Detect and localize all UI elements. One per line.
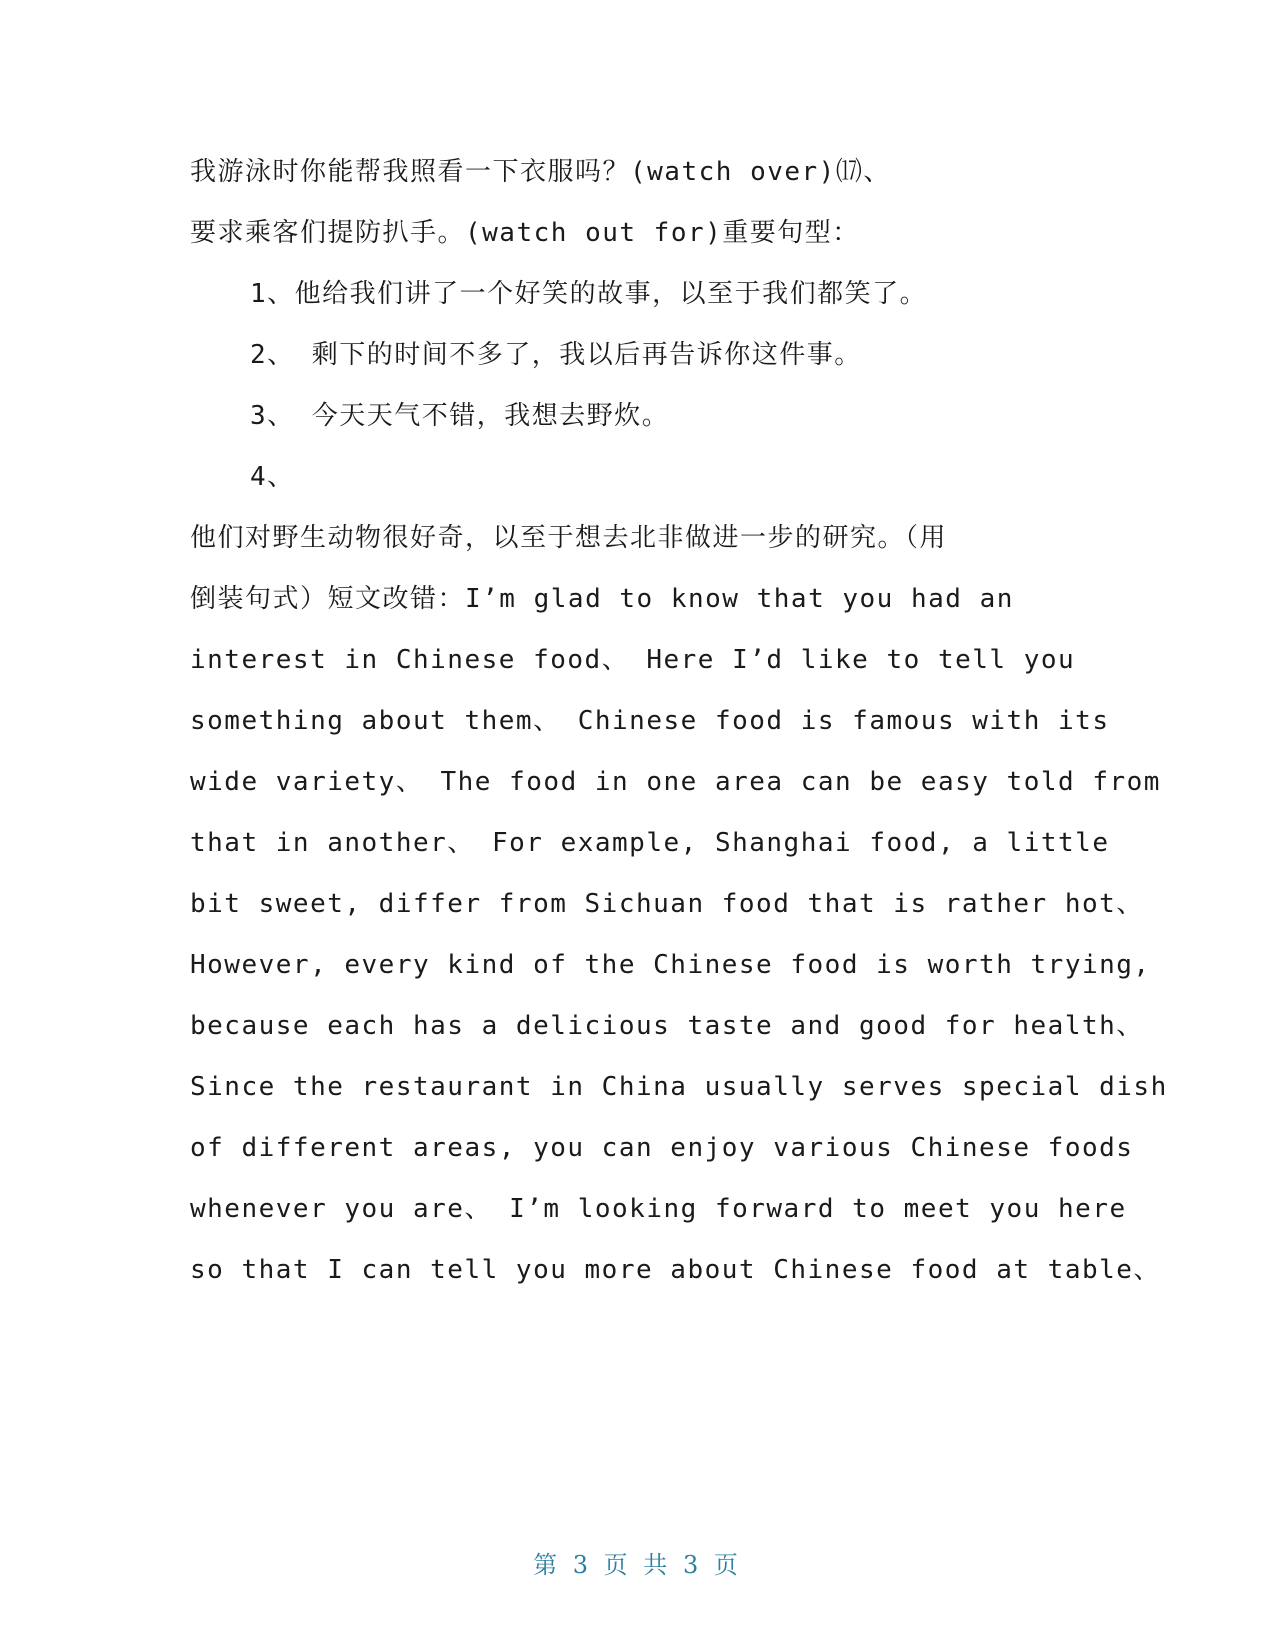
text-line-17: of different areas, you can enjoy various Chinese foods [190,1133,1134,1163]
text-line-9: interest in Chinese food、 Here I’d like to tell you [190,645,1076,675]
text-line-14: However, every kind of the Chinese food is worth trying, [190,950,1151,980]
text-line-19: so that I can tell you more about Chinese food at table、 [190,1255,1161,1285]
sentence-item-1: 1、他给我们讲了一个好笑的故事，以至于我们都笑了。 [250,279,928,309]
text-line-2: 要求乘客们提防扒手。(watch out for)重要句型： [190,218,860,248]
text-line-13: bit sweet, differ from Sichuan food that is rather hot、 [190,889,1144,919]
text-line-1: 我游泳时你能帮我照看一下衣服吗？(watch over)⒄、 [190,157,891,187]
text-line-11: wide variety、 The food in one area can be easy told from [190,767,1161,797]
sentence-item-3: 3、 今天天气不错，我想去野炊。 [250,401,670,431]
text-line-15: because each has a delicious taste and good for health、 [190,1011,1144,1041]
text-line-8: 倒装句式）短文改错：I’m glad to know that you had an [190,584,1014,614]
document-body [190,142,1168,1301]
text-line-18: whenever you are、 I’m looking forward to meet you here [190,1194,1127,1224]
text-line-16: Since the restaurant in China usually serves special dish [190,1072,1168,1102]
sentence-item-2: 2、 剩下的时间不多了，我以后再告诉你这件事。 [250,340,862,370]
page-number-footer: 第 3 页 共 3 页 [533,1551,742,1579]
sentence-item-4: 4、 [250,462,295,492]
text-line-10: something about them、 Chinese food is famous with its [190,706,1110,736]
text-line-12: that in another、 For example, Shanghai food, a little [190,828,1110,858]
text-line-7: 他们对野生动物很好奇，以至于想去北非做进一步的研究。（用 [190,523,948,553]
